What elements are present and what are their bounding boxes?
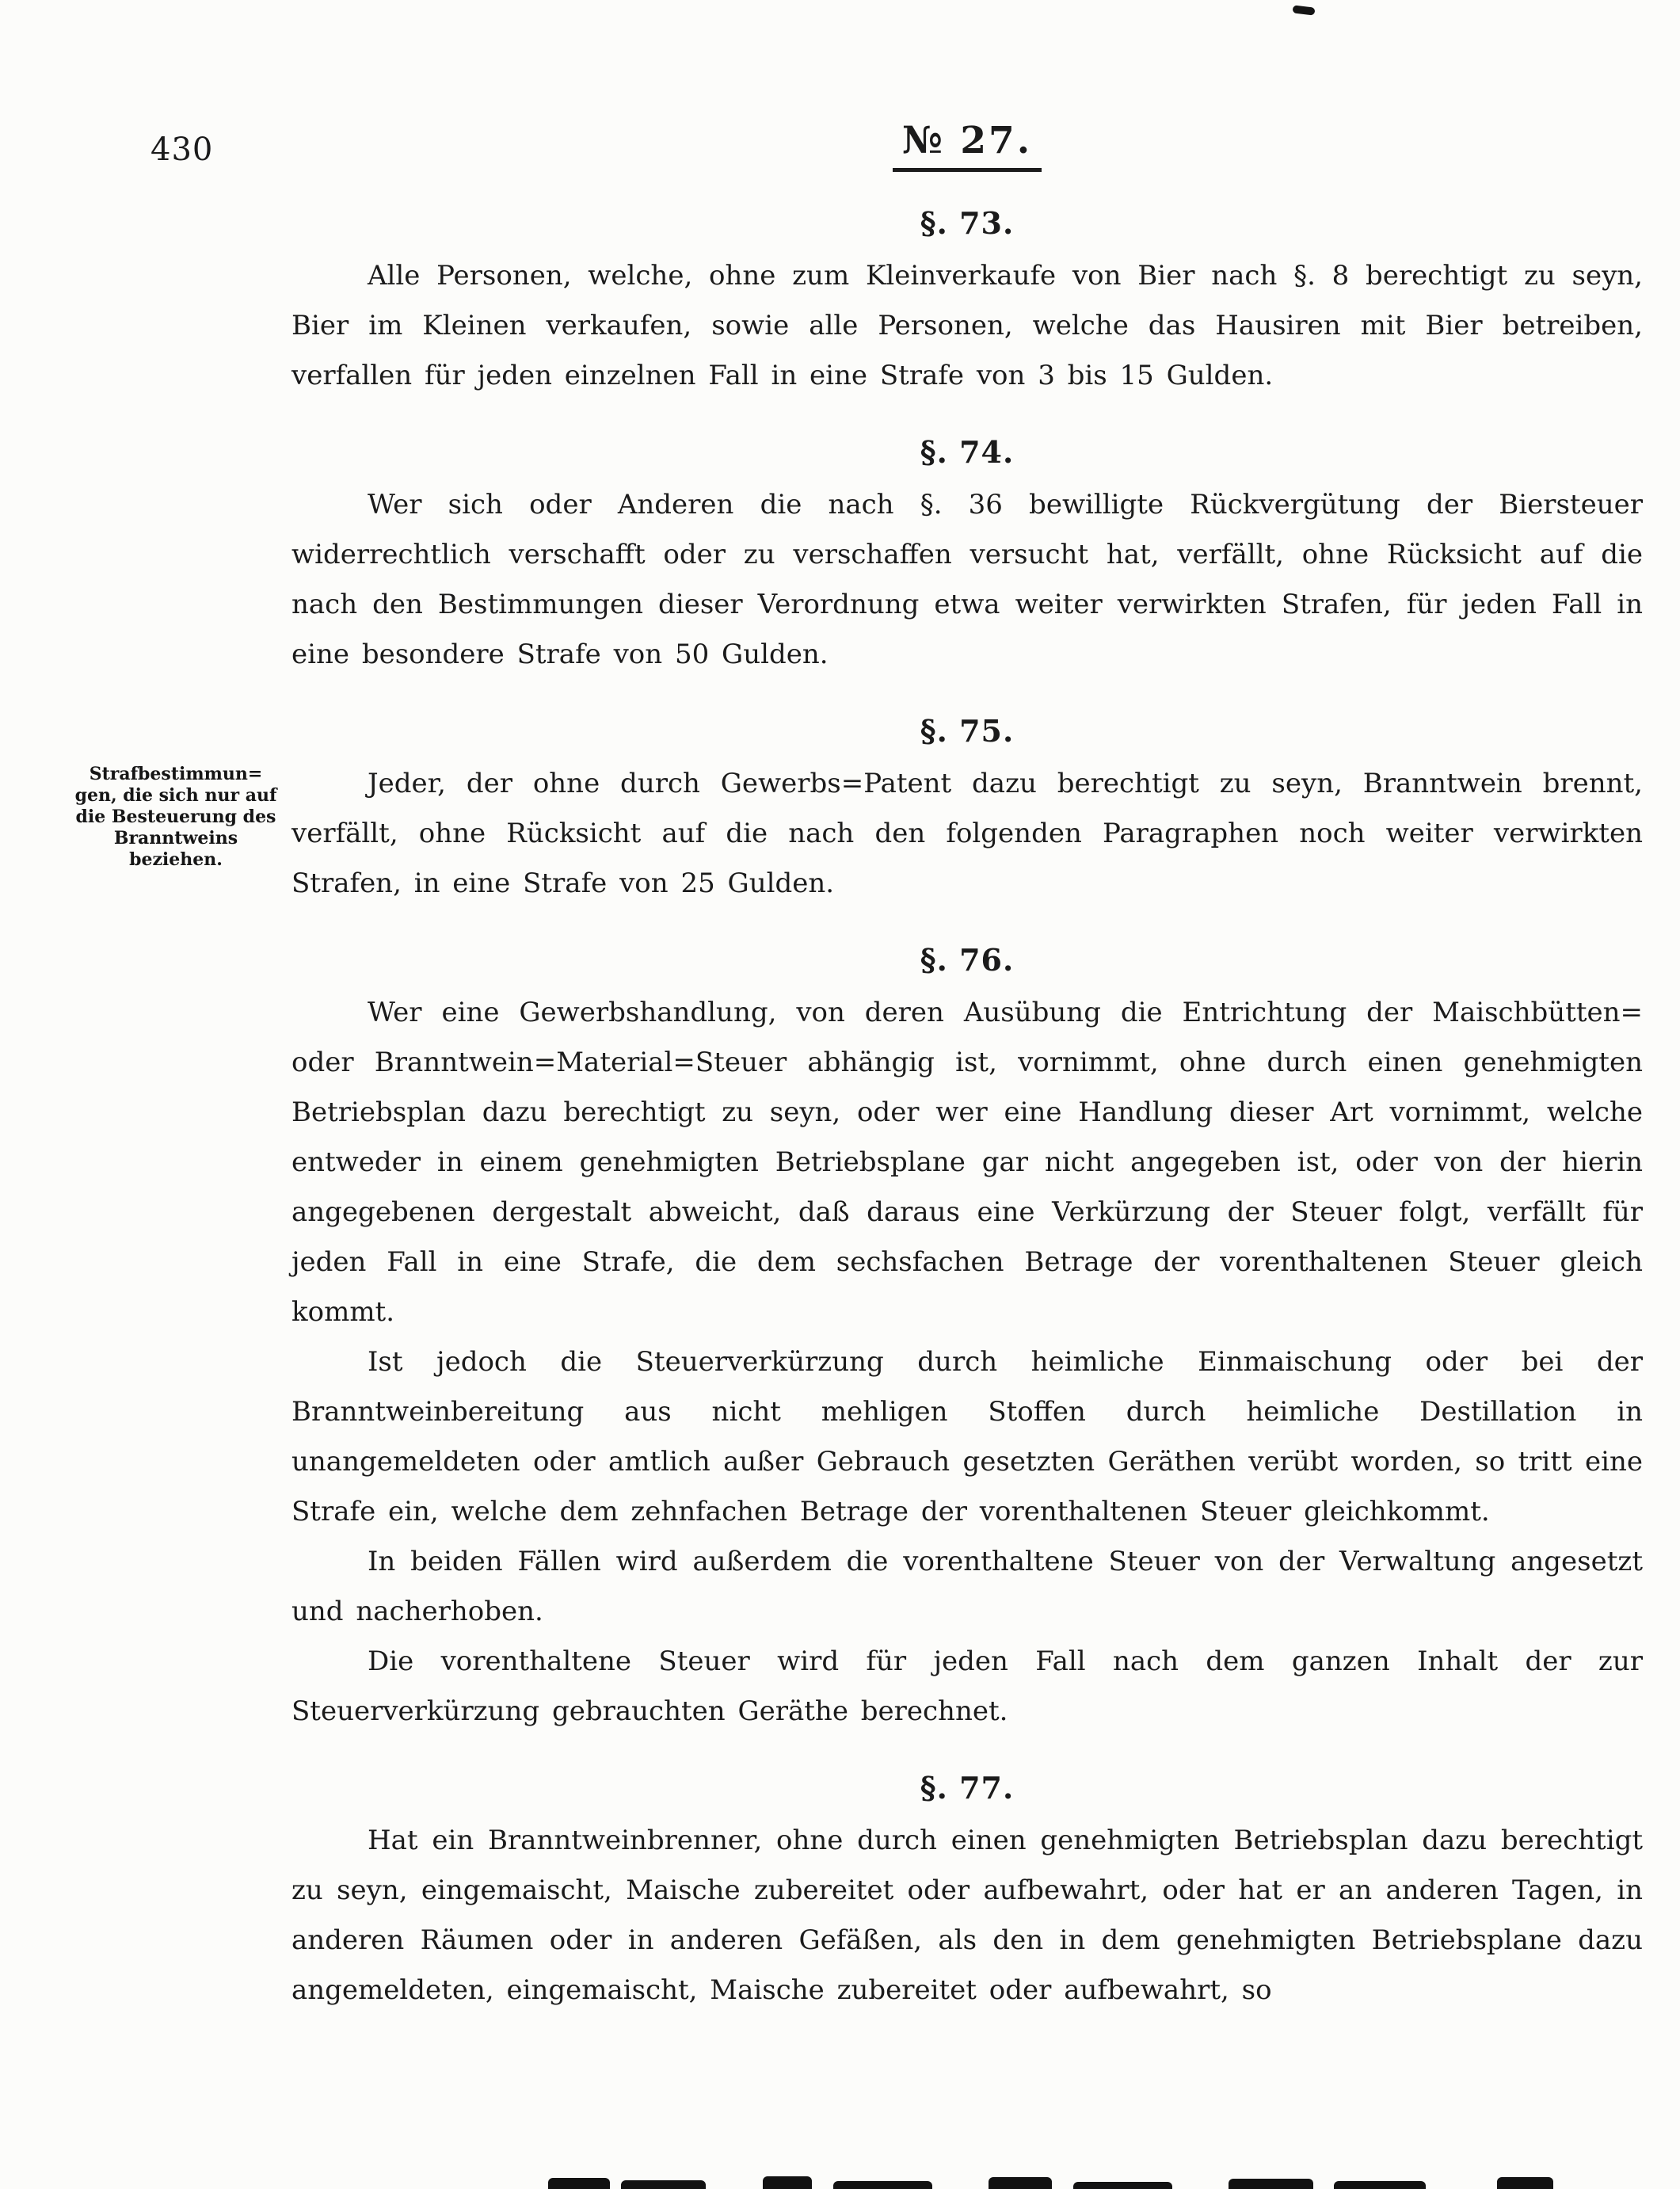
section-heading: §. 77. <box>920 1769 1015 1806</box>
cutoff-mark <box>1497 2177 1553 2189</box>
cutoff-mark <box>1334 2181 1426 2189</box>
section-77 <box>291 1769 1643 2015</box>
cutoff-mark <box>1229 2179 1313 2189</box>
page-number: 430 <box>150 132 214 168</box>
paragraph: Die vorenthaltene Steuer wird für jeden Fall nach dem ganzen Inhalt der zur Steuerverkürzung gebrauchten Geräthe berechnet. <box>291 1645 1643 1727</box>
section-76 <box>291 941 1643 1737</box>
paragraph: In beiden Fällen wird außerdem die vorenthaltene Steuer von der Verwaltung angesetzt und nacherhoben. <box>291 1545 1643 1627</box>
margin-note-line: Branntweins <box>113 827 238 849</box>
paragraph: Wer eine Gewerbshandlung, von deren Ausübung die Entrichtung der Maischbütten= oder Branntwein=Material=Steuer abhängig ist, vornimmt, ohne durch einen genehmigten Betriebsplan dazu berechtigt zu seyn, oder wer eine Handlung dieser Art vornimmt, welche entweder in einem genehmigten Betriebsplane gar nicht angegeben ist, oder von der hierin angegebenen dergestalt abweicht, daß daraus eine Verkürzung der Steuer folgt, verfällt für jeden Fall in eine Strafe, die dem sechsfachen Betrage der vorenthaltenen Steuer gleich kommt. <box>291 996 1643 1328</box>
cutoff-mark <box>989 2177 1052 2189</box>
issue-header <box>291 120 1643 172</box>
margin-note-line: die Besteuerung des <box>75 806 276 827</box>
cutoff-mark <box>548 2178 610 2189</box>
section-75 <box>74 712 1643 909</box>
margin-note-line: Strafbestimmun= <box>89 763 263 784</box>
paragraph: Jeder, der ohne durch Gewerbs=Patent dazu berechtigt zu seyn, Branntwein brennt, verfällt, ohne Rücksicht auf die nach den folgenden Paragraphen noch weiter verwirkten Strafen, in eine Strafe von 25 Gulden. <box>291 767 1643 899</box>
issue-header-text: № 27. <box>893 120 1042 172</box>
margin-note-line: gen, die sich nur auf <box>74 784 277 806</box>
section-heading: §. 76. <box>920 941 1015 978</box>
cutoff-mark <box>833 2181 932 2189</box>
paragraph: Hat ein Branntweinbrenner, ohne durch einen genehmigten Betriebsplan dazu berechtigt zu seyn, eingemaischt, Maische zubereitet oder aufbewahrt, oder hat er an anderen Tagen, in anderen Räumen oder in anderen Gefäßen, als den in dem genehmigten Betriebsplane dazu angemeldeten, eingemaischt, Maische zubereitet oder aufbewahrt, so <box>291 1824 1643 2006</box>
cutoff-mark <box>763 2176 812 2189</box>
cutoff-mark <box>621 2180 706 2189</box>
section-73 <box>291 204 1643 401</box>
margin-note <box>68 764 284 871</box>
margin-note-line: beziehen. <box>129 849 223 870</box>
section-heading: §. 74. <box>920 433 1015 470</box>
section-74 <box>291 433 1643 680</box>
section-heading: §. 75. <box>920 712 1015 749</box>
paragraph: Wer sich oder Anderen die nach §. 36 bewilligte Rückvergütung der Biersteuer widerrechtlich verschafft oder zu verschaffen versucht hat, verfällt, ohne Rücksicht auf die nach den Bestimmungen dieser Verordnung etwa weiter verwirkten Strafen, für jeden Fall in eine besondere Strafe von 50 Gulden. <box>291 488 1643 670</box>
paragraph: Ist jedoch die Steuerverkürzung durch heimliche Einmaischung oder bei der Branntweinbereitung aus nicht mehligen Stoffen durch heimliche Destillation in unangemeldeten oder amtlich außer Gebrauch gesetzten Geräthen verübt worden, so tritt eine Strafe ein, welche dem zehnfachen Betrage der vorenthaltenen Steuer gleichkommt. <box>291 1345 1643 1527</box>
cutoff-mark <box>1073 2182 1172 2189</box>
paragraph: Alle Personen, welche, ohne zum Kleinverkaufe von Bier nach §. 8 berechtigt zu seyn, Bier im Kleinen verkaufen, sowie alle Personen, welche das Hausiren mit Bier betreiben, verfallen für jeden einzelnen Fall in eine Strafe von 3 bis 15 Gulden. <box>291 259 1643 391</box>
ink-speck-artifact <box>1292 5 1315 15</box>
paragraph-with-margin-note <box>74 759 1643 909</box>
section-heading: §. 73. <box>920 204 1015 241</box>
